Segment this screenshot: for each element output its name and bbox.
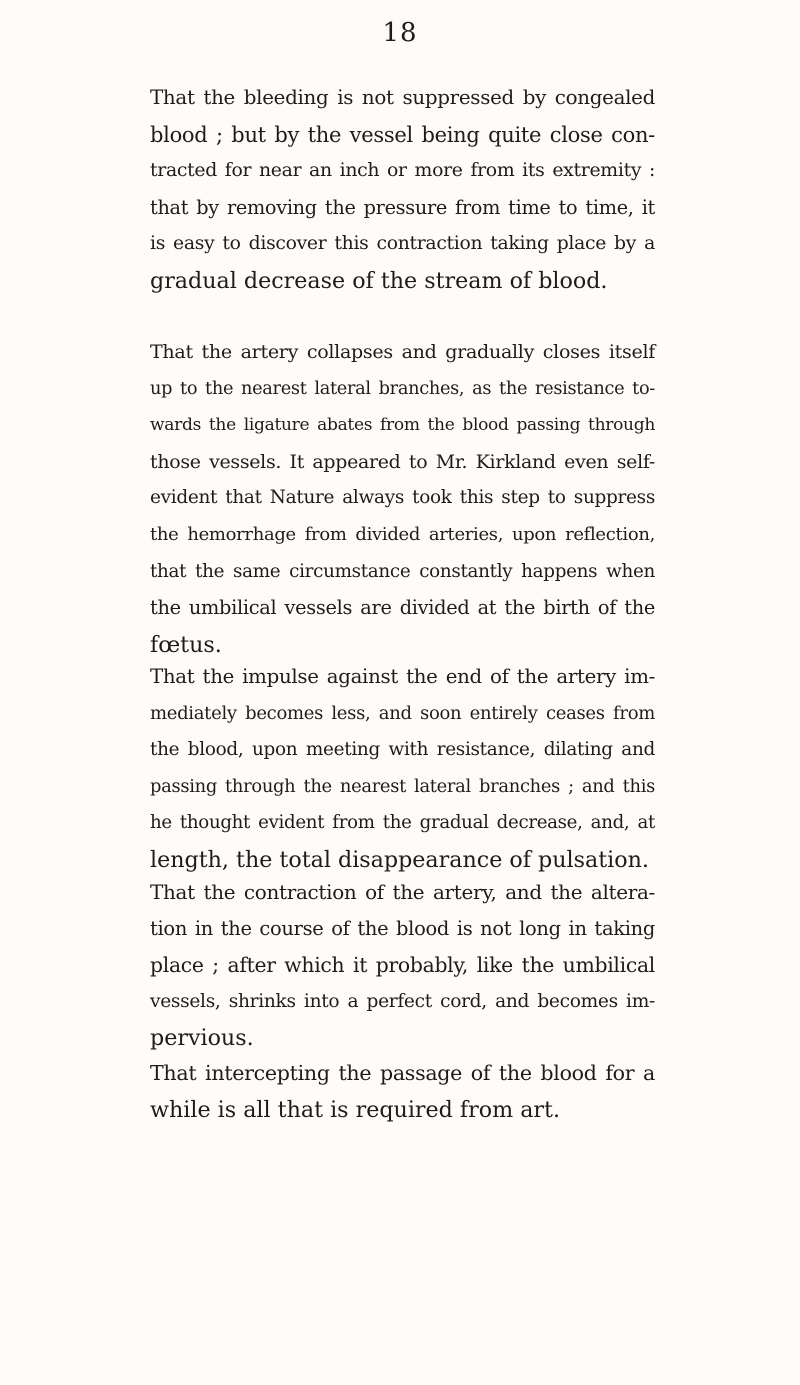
text-line: that the same circumstance constantly happens when <box>150 560 655 582</box>
text-line: the hemorrhage from divided arteries, upon reflection, <box>150 523 655 545</box>
text-line: that by removing the pressure from time to time, it <box>150 195 655 219</box>
text-line: evident that Nature always took this step to suppress <box>150 487 655 509</box>
text-line: is easy to discover this contraction taking place by a <box>150 233 655 255</box>
text-line: fœtus. <box>150 631 222 658</box>
text-line: That the bleeding is not suppressed by congealed <box>150 86 655 109</box>
text-line: mediately becomes less, and soon entirely ceases from <box>150 702 655 724</box>
text-line: tion in the course of the blood is not long in taking <box>150 916 655 940</box>
text-line: the umbilical vessels are divided at the birth of the <box>150 596 655 620</box>
text-line: That the contraction of the artery, and the altera- <box>150 880 655 904</box>
text-line: That the artery collapses and gradually closes itself <box>150 341 655 363</box>
text-line: That the impulse against the end of the artery im- <box>150 665 655 688</box>
text-line: blood ; but by the vessel being quite close con- <box>150 121 655 147</box>
text-line: the blood, upon meeting with resistance, dilating and <box>150 739 655 761</box>
paragraph-contraction <box>150 874 655 1057</box>
text-line: while is all that is required from art. <box>150 1096 560 1123</box>
text-line: tracted for near an inch or more from its extremity : <box>150 160 655 182</box>
text-line: pervious. <box>150 1025 254 1052</box>
paragraph-intercepting <box>150 1055 655 1128</box>
text-line: vessels, shrinks into a perfect cord, and becomes im- <box>150 990 655 1012</box>
text-line: passing through the nearest lateral branches ; and this <box>150 775 655 797</box>
text-line: That intercepting the passage of the blood for a <box>150 1061 655 1085</box>
text-line: place ; after which it probably, like the umbilical <box>150 953 655 978</box>
text-line: gradual decrease of the stream of blood. <box>150 267 608 294</box>
text-line: he thought evident from the gradual decrease, and, at <box>150 812 655 834</box>
text-line: length, the total disappearance of pulsation. <box>150 846 649 873</box>
text-line: those vessels. It appeared to Mr. Kirkland even self- <box>150 450 655 473</box>
paragraph-artery-collapses <box>150 334 655 663</box>
page-number: 18 <box>382 18 418 48</box>
paragraph-bleeding <box>150 80 655 300</box>
text-line: wards the ligature abates from the blood passing through <box>150 415 655 436</box>
paragraph-impulse <box>150 659 655 879</box>
text-line: up to the nearest lateral branches, as the resistance to- <box>150 378 655 399</box>
